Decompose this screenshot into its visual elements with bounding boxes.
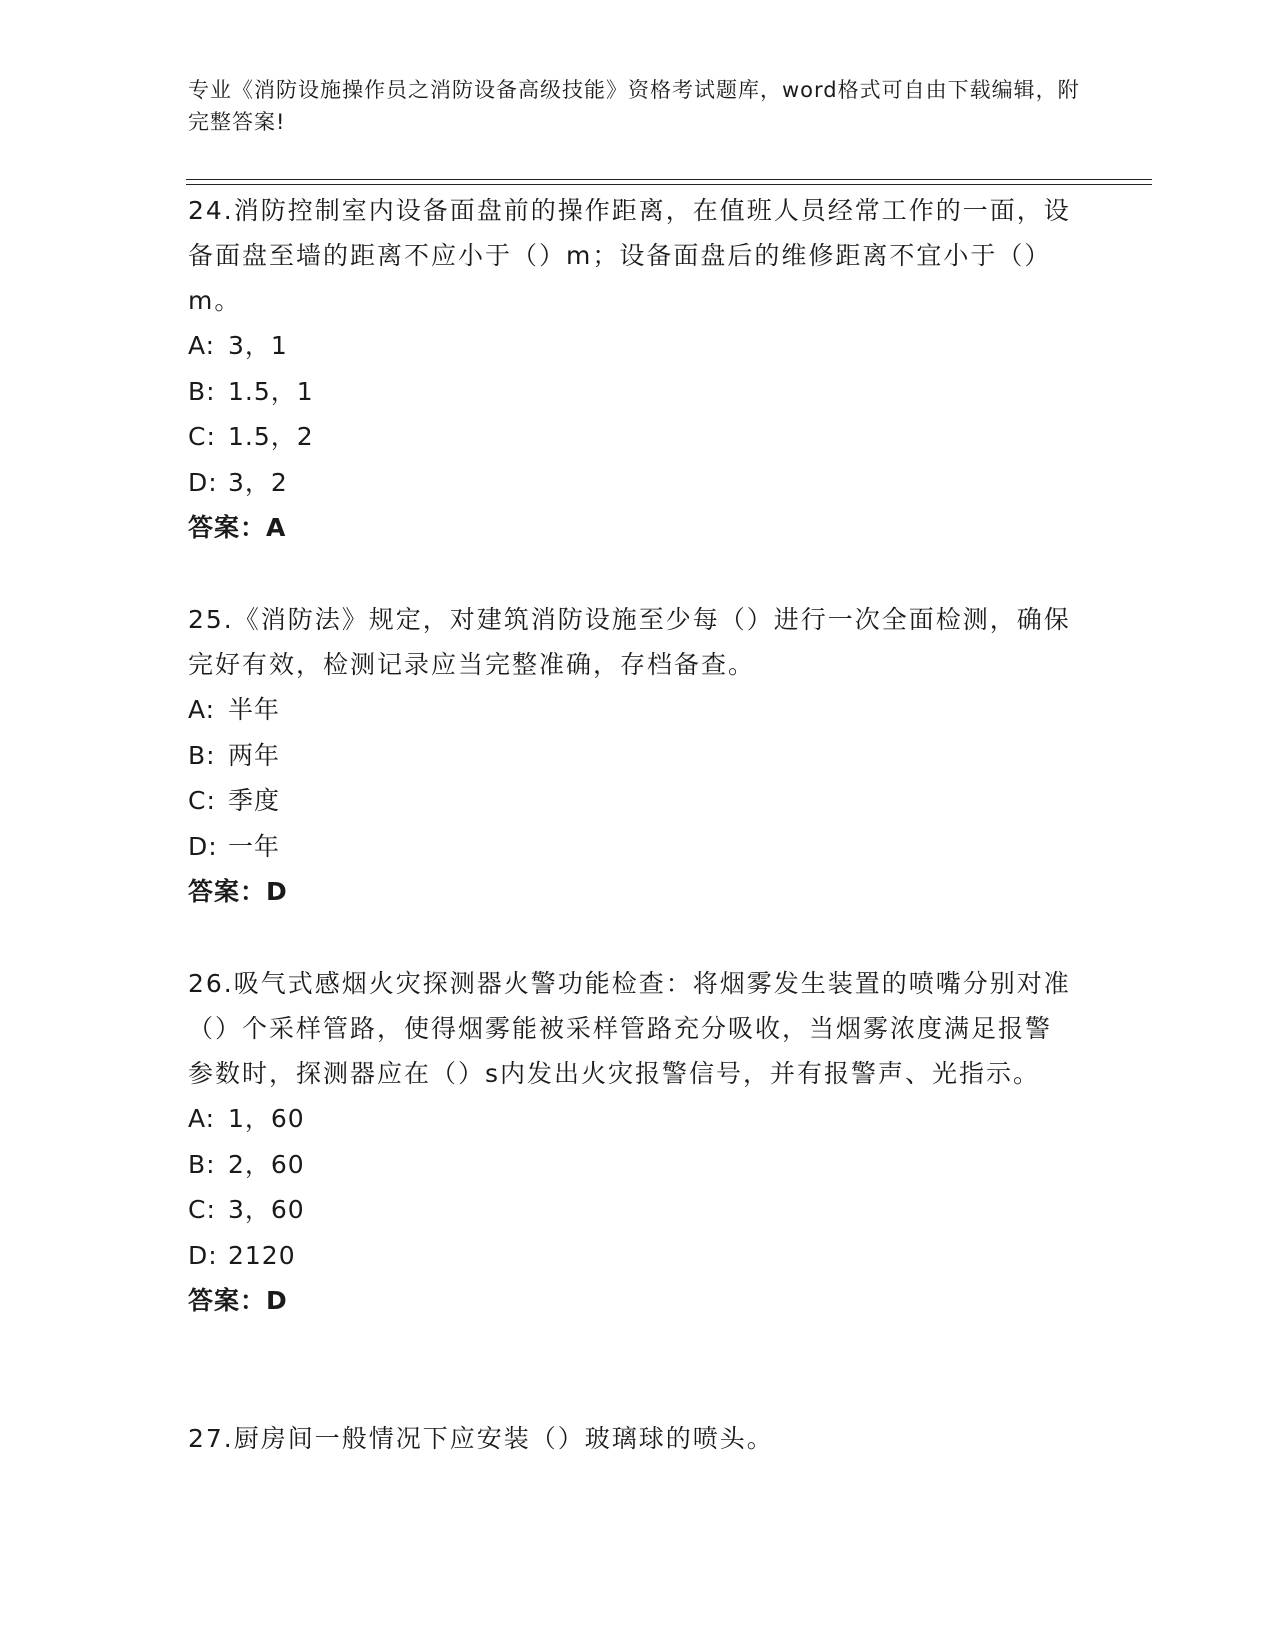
option-c: C: 季度 xyxy=(188,786,281,815)
option-d: D: 3，2 xyxy=(188,467,288,497)
header-divider-top xyxy=(186,179,1152,180)
document-header: 专业《消防设施操作员之消防设备高级技能》资格考试题库，word格式可自由下载编辑，附完整答案! xyxy=(188,78,1080,134)
option-d: D: 2120 xyxy=(188,1240,296,1270)
question-27 xyxy=(188,1416,1078,1461)
option-d: D: 一年 xyxy=(188,831,281,861)
option-a: A: 1，60 xyxy=(188,1104,305,1133)
question-26 xyxy=(188,961,1078,1324)
option-b: B: 1.5，1 xyxy=(188,376,314,406)
option-a: A: 3，1 xyxy=(188,331,288,360)
question-24 xyxy=(188,188,1078,551)
option-a: A: 半年 xyxy=(188,695,281,724)
option-b: B: 两年 xyxy=(188,740,281,770)
header-divider-bottom xyxy=(186,184,1152,185)
answer: 答案：D xyxy=(188,1286,288,1315)
question-text: 24.消防控制室内设备面盘前的操作距离，在值班人员经常工作的一面，设备面盘至墙的距离不应小于（）m；设备面盘后的维修距离不宜小于（）m。 xyxy=(188,196,1071,315)
question-text: 25.《消防法》规定，对建筑消防设施至少每（）进行一次全面检测，确保完好有效，检测记录应当完整准确，存档备查。 xyxy=(188,605,1071,679)
question-text: 27.厨房间一般情况下应安装（）玻璃球的喷头。 xyxy=(188,1424,774,1453)
question-text: 26.吸气式感烟火灾探测器火警功能检查：将烟雾发生装置的喷嘴分别对准（）个采样管路，使得烟雾能被采样管路充分吸收，当烟雾浓度满足报警参数时，探测器应在（）s内发出火灾报警信号，并有报警声、光指示。 xyxy=(188,969,1071,1088)
option-c: C: 3，60 xyxy=(188,1195,305,1224)
answer: 答案：A xyxy=(188,513,287,542)
question-25 xyxy=(188,597,1078,915)
option-c: C: 1.5，2 xyxy=(188,422,314,451)
option-b: B: 2，60 xyxy=(188,1149,305,1179)
answer: 答案：D xyxy=(188,877,288,906)
